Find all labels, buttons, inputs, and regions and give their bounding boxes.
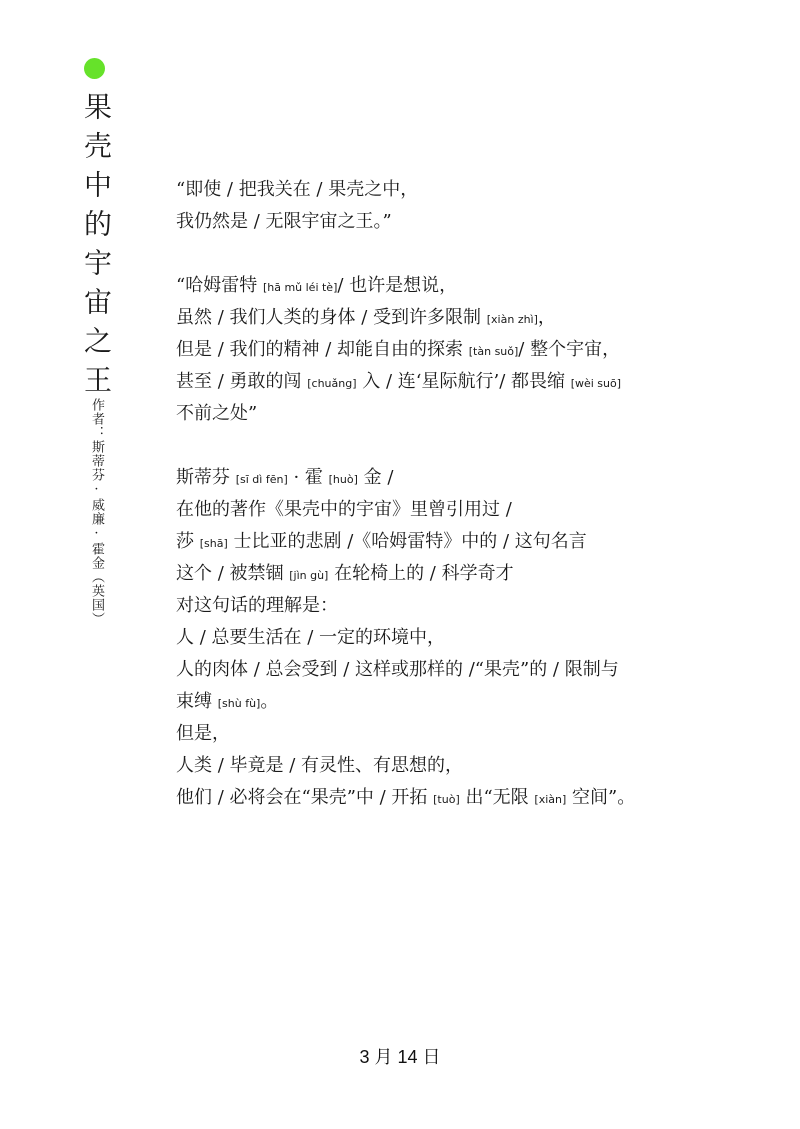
- poem-text: 束缚: [176, 691, 218, 712]
- poem-text: · 霍: [287, 467, 329, 488]
- poem-line: [176, 302, 776, 334]
- date-label: 3 月 14 日: [359, 1047, 441, 1067]
- poem-text: 空间”。: [566, 787, 636, 808]
- poem-text: 甚至 / 勇敢的闯: [176, 371, 308, 392]
- poem-text: 人类 / 毕竟是 / 有灵性、有思想的，: [176, 755, 464, 776]
- poem-text: 。: [260, 691, 279, 712]
- pinyin-annotation: [tàn suǒ]: [468, 345, 519, 358]
- poem-line: [176, 398, 776, 430]
- poem-line: [176, 622, 776, 654]
- poem-text: 但是 / 我们的精神 / 却能自由的探索: [176, 339, 469, 360]
- poem-line: [176, 462, 776, 494]
- poem-text: “哈姆雷特: [176, 275, 263, 296]
- poem-line: [176, 494, 776, 526]
- poem-text: 人的肉体 / 总会受到 / 这样或那样的 /“果壳”的 / 限制与: [176, 659, 619, 680]
- pinyin-annotation: [tuò]: [433, 793, 460, 806]
- poem-line: [176, 558, 776, 590]
- pinyin-annotation: [hā mǔ léi tè]: [262, 281, 338, 294]
- poem-line: [176, 526, 776, 558]
- poem-text: 不前之处”: [176, 403, 258, 424]
- poem-line: [176, 174, 776, 206]
- stanza-gap: [176, 430, 776, 462]
- poem-text: / 也许是想说，: [337, 275, 458, 296]
- pinyin-annotation: [chuǎng]: [307, 377, 357, 390]
- green-dot-decoration: [84, 58, 105, 79]
- poem-line: [176, 206, 776, 238]
- pinyin-annotation: [xiàn zhì]: [486, 313, 538, 326]
- pinyin-annotation: [wèi suō]: [570, 377, 622, 390]
- poem-text: ，: [537, 307, 556, 328]
- poem-text: 但是，: [176, 723, 230, 744]
- poem-text: 人 / 总要生活在 / 一定的环境中，: [176, 627, 446, 648]
- poem-text: 入 / 连‘星际航行’/ 都畏缩: [356, 371, 571, 392]
- poem-text: 士比亚的悲剧 /《哈姆雷特》中的 / 这句名言: [227, 531, 587, 552]
- pinyin-annotation: [shā]: [199, 537, 228, 550]
- poem-text: 虽然 / 我们人类的身体 / 受到许多限制: [176, 307, 487, 328]
- poem-line: [176, 366, 776, 398]
- poem-text: 这个 / 被禁锢: [176, 563, 290, 584]
- pinyin-annotation: [shù fù]: [217, 697, 261, 710]
- poem-text: “即使 / 把我关在 / 果壳之中，: [176, 179, 419, 200]
- author-credit: 作者：斯蒂芬·威廉·霍金（英国）: [89, 398, 104, 626]
- poem-text: 出“无限: [459, 787, 535, 808]
- pinyin-annotation: [jìn gù]: [289, 569, 329, 582]
- poem-line: [176, 782, 776, 814]
- page-title: 果壳中的宇宙之王: [80, 92, 113, 404]
- stanza-gap: [176, 238, 776, 270]
- poem-text: 莎: [176, 531, 200, 552]
- poem-text: / 整个宇宙，: [518, 339, 621, 360]
- pinyin-annotation: [xiàn]: [534, 793, 567, 806]
- poem-line: [176, 654, 776, 686]
- poem-text: 在轮椅上的 / 科学奇才: [328, 563, 514, 584]
- pinyin-annotation: [huò]: [328, 473, 358, 486]
- poem-line: [176, 590, 776, 622]
- poem-line: [176, 334, 776, 366]
- pinyin-annotation: [sī dì fēn]: [235, 473, 288, 486]
- poem-line: [176, 686, 776, 718]
- poem-text: 我仍然是 / 无限宇宙之王。”: [176, 211, 392, 232]
- poem-text: 金 /: [357, 467, 394, 488]
- poem-text: 在他的著作《果壳中的宇宙》里曾引用过 /: [176, 499, 512, 520]
- poem-body: [176, 174, 776, 814]
- poem-text: 他们 / 必将会在“果壳”中 / 开拓: [176, 787, 434, 808]
- poem-line: [176, 718, 776, 750]
- poem-text: 斯蒂芬: [176, 467, 236, 488]
- poem-text: 对这句话的理解是：: [176, 595, 338, 616]
- poem-line: [176, 750, 776, 782]
- poem-line: [176, 270, 776, 302]
